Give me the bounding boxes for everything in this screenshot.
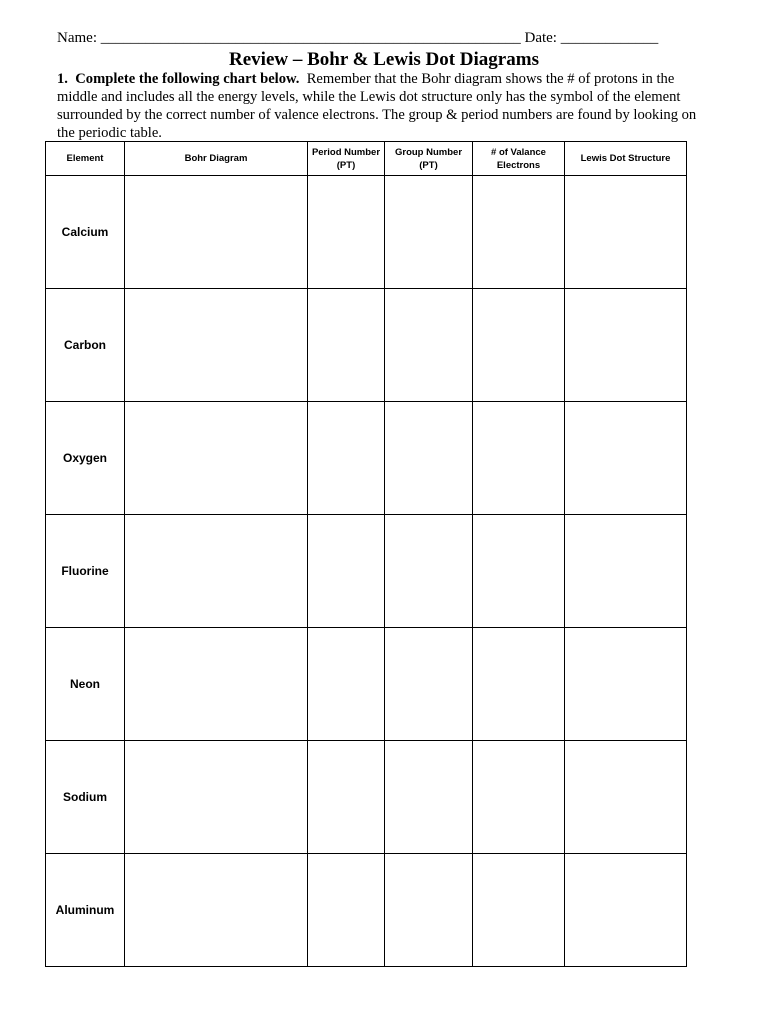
group-number-cell[interactable] [385, 402, 473, 515]
lewis-dot-cell[interactable] [565, 176, 687, 289]
valence-electrons-cell[interactable] [473, 402, 565, 515]
bohr-diagram-cell[interactable] [125, 402, 308, 515]
period-number-cell[interactable] [308, 176, 385, 289]
element-name: Calcium [46, 176, 125, 289]
header-element: Element [46, 142, 125, 176]
lewis-dot-cell[interactable] [565, 402, 687, 515]
lewis-dot-cell[interactable] [565, 515, 687, 628]
valence-electrons-cell[interactable] [473, 289, 565, 402]
table-row [46, 289, 687, 402]
bohr-diagram-cell[interactable] [125, 289, 308, 402]
element-name: Sodium [46, 741, 125, 854]
bohr-diagram-cell[interactable] [125, 176, 308, 289]
valence-electrons-cell[interactable] [473, 741, 565, 854]
element-name: Carbon [46, 289, 125, 402]
header-valence-electrons: # of Valance Electrons [473, 142, 565, 176]
group-number-cell[interactable] [385, 628, 473, 741]
element-name: Fluorine [46, 515, 125, 628]
valence-electrons-cell[interactable] [473, 854, 565, 967]
bohr-diagram-cell[interactable] [125, 741, 308, 854]
lewis-dot-cell[interactable] [565, 289, 687, 402]
name-label: Name: [57, 30, 97, 46]
period-number-cell[interactable] [308, 289, 385, 402]
table-row [46, 854, 687, 967]
group-number-cell[interactable] [385, 176, 473, 289]
table-row [46, 176, 687, 289]
valence-electrons-cell[interactable] [473, 515, 565, 628]
instructions [57, 70, 707, 142]
header-line [57, 29, 697, 47]
review-chart-table [45, 141, 687, 967]
period-number-cell[interactable] [308, 854, 385, 967]
table-header-row [46, 142, 687, 176]
table-row [46, 628, 687, 741]
bohr-diagram-cell[interactable] [125, 628, 308, 741]
group-number-cell[interactable] [385, 854, 473, 967]
bohr-diagram-cell[interactable] [125, 515, 308, 628]
group-number-cell[interactable] [385, 289, 473, 402]
header-lewis-dot-structure: Lewis Dot Structure [565, 142, 687, 176]
element-name: Aluminum [46, 854, 125, 967]
table-row [46, 515, 687, 628]
header-bohr-diagram: Bohr Diagram [125, 142, 308, 176]
period-number-cell[interactable] [308, 741, 385, 854]
period-number-cell[interactable] [308, 515, 385, 628]
name-field[interactable]: ________________________________________________________ [100, 30, 521, 46]
valence-electrons-cell[interactable] [473, 628, 565, 741]
group-number-cell[interactable] [385, 741, 473, 854]
period-number-cell[interactable] [308, 402, 385, 515]
lewis-dot-cell[interactable] [565, 854, 687, 967]
valence-electrons-cell[interactable] [473, 176, 565, 289]
period-number-cell[interactable] [308, 628, 385, 741]
date-label: Date: [524, 30, 557, 46]
element-name: Neon [46, 628, 125, 741]
lewis-dot-cell[interactable] [565, 628, 687, 741]
table-row [46, 741, 687, 854]
date-field[interactable]: _____________ [560, 30, 659, 46]
table-row [46, 402, 687, 515]
instructions-bold: Complete the following chart below. [75, 71, 300, 87]
bohr-diagram-cell[interactable] [125, 854, 308, 967]
header-period-number: Period Number (PT) [308, 142, 385, 176]
lewis-dot-cell[interactable] [565, 741, 687, 854]
group-number-cell[interactable] [385, 515, 473, 628]
question-number: 1. [57, 71, 68, 87]
element-name: Oxygen [46, 402, 125, 515]
page-title: Review – Bohr & Lewis Dot Diagrams [229, 49, 539, 70]
instructions-text: Remember that the Bohr diagram shows the # of protons in the middle and includes all the energy levels, while the Lewis dot structure only has the symbol of the element surrounded by the correct number of valence electrons. The group & period numbers are found by looking on the periodic table. [57, 71, 697, 141]
header-group-number: Group Number (PT) [385, 142, 473, 176]
